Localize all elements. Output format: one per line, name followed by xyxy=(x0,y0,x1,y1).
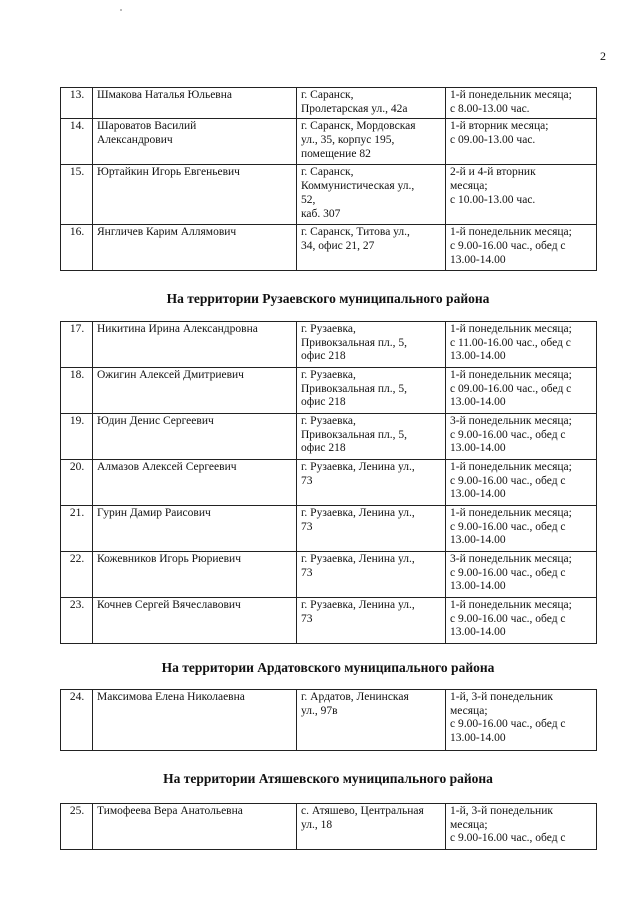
table-row xyxy=(61,414,597,460)
row-number: 25. xyxy=(61,804,93,850)
table-row xyxy=(61,804,597,850)
person-name: Тимофеева Вера Анатольевна xyxy=(93,804,297,850)
table-row xyxy=(61,225,597,271)
consultants-table-ruzaevka xyxy=(60,321,597,644)
table-row xyxy=(61,322,597,368)
row-number: 14. xyxy=(61,119,93,165)
person-name: Алмазов Алексей Сергеевич xyxy=(93,460,297,506)
row-number: 24. xyxy=(61,690,93,751)
address: г. Рузаевка, Привокзальная пл., 5, офис 218 xyxy=(297,414,446,460)
row-number: 22. xyxy=(61,552,93,598)
reception-schedule: 1-й понедельник месяца; с 9.00-16.00 час., обед с 13.00-14.00 xyxy=(446,225,597,271)
consultants-table-saransk xyxy=(60,87,597,271)
address: г. Саранск, Пролетарская ул., 42а xyxy=(297,88,446,119)
reception-schedule: 1-й понедельник месяца; с 8.00-13.00 час. xyxy=(446,88,597,119)
section-title-atyashevo: На территории Атяшевского муниципального района xyxy=(163,771,493,786)
reception-schedule: 1-й понедельник месяца; с 09.00-16.00 час., обед с 13.00-14.00 xyxy=(446,368,597,414)
address: г. Рузаевка, Привокзальная пл., 5, офис 218 xyxy=(297,322,446,368)
address: г. Рузаевка, Ленина ул., 73 xyxy=(297,598,446,644)
section-title-ardatov: На территории Ардатовского муниципального района xyxy=(161,660,495,675)
address: г. Саранск, Титова ул., 34, офис 21, 27 xyxy=(297,225,446,271)
person-name: Максимова Елена Николаевна xyxy=(93,690,297,751)
row-number: 21. xyxy=(61,506,93,552)
address: г. Рузаевка, Ленина ул., 73 xyxy=(297,460,446,506)
row-number: 23. xyxy=(61,598,93,644)
table-row xyxy=(61,506,597,552)
consultants-table-atyashevo xyxy=(60,803,597,850)
person-name: Шмакова Наталья Юльевна xyxy=(93,88,297,119)
reception-schedule: 1-й вторник месяца; с 09.00-13.00 час. xyxy=(446,119,597,165)
table-row xyxy=(61,368,597,414)
person-name: Кочнев Сергей Вячеславович xyxy=(93,598,297,644)
row-number: 17. xyxy=(61,322,93,368)
reception-schedule: 3-й понедельник месяца; с 9.00-16.00 час., обед с 13.00-14.00 xyxy=(446,552,597,598)
table-row xyxy=(61,119,597,165)
reception-schedule: 3-й понедельник месяца; с 9.00-16.00 час., обед с 13.00-14.00 xyxy=(446,414,597,460)
person-name: Юртайкин Игорь Евгеньевич xyxy=(93,165,297,225)
address: г. Рузаевка, Привокзальная пл., 5, офис 218 xyxy=(297,368,446,414)
row-number: 16. xyxy=(61,225,93,271)
row-number: 19. xyxy=(61,414,93,460)
person-name: Шароватов Василий Александрович xyxy=(93,119,297,165)
table-row xyxy=(61,552,597,598)
person-name: Ожигин Алексей Дмитриевич xyxy=(93,368,297,414)
person-name: Янгличев Карим Аллямович xyxy=(93,225,297,271)
address: г. Рузаевка, Ленина ул., 73 xyxy=(297,552,446,598)
table-row xyxy=(61,598,597,644)
row-number: 13. xyxy=(61,88,93,119)
row-number: 20. xyxy=(61,460,93,506)
person-name: Гурин Дамир Раисович xyxy=(93,506,297,552)
page-number: 2 xyxy=(600,49,606,63)
consultants-table-ardatov xyxy=(60,689,597,751)
address: г. Рузаевка, Ленина ул., 73 xyxy=(297,506,446,552)
address: г. Ардатов, Ленинская ул., 97в xyxy=(297,690,446,751)
address: с. Атяшево, Центральная ул., 18 xyxy=(297,804,446,850)
table-row xyxy=(61,165,597,225)
table-row xyxy=(61,460,597,506)
row-number: 18. xyxy=(61,368,93,414)
reception-schedule: 2-й и 4-й вторник месяца; с 10.00-13.00 час. xyxy=(446,165,597,225)
reception-schedule: 1-й, 3-й понедельник месяца; с 9.00-16.00 час., обед с 13.00-14.00 xyxy=(446,690,597,751)
row-number: 15. xyxy=(61,165,93,225)
reception-schedule: 1-й, 3-й понедельник месяца; с 9.00-16.00 час., обед с xyxy=(446,804,597,850)
reception-schedule: 1-й понедельник месяца; с 9.00-16.00 час., обед с 13.00-14.00 xyxy=(446,506,597,552)
reception-schedule: 1-й понедельник месяца; с 11.00-16.00 час., обед с 13.00-14.00 xyxy=(446,322,597,368)
table-row xyxy=(61,88,597,119)
address: г. Саранск, Мордовская ул., 35, корпус 195, помещение 82 xyxy=(297,119,446,165)
person-name: Юдин Денис Сергеевич xyxy=(93,414,297,460)
scan-speck xyxy=(120,9,122,11)
person-name: Никитина Ирина Александровна xyxy=(93,322,297,368)
reception-schedule: 1-й понедельник месяца; с 9.00-16.00 час., обед с 13.00-14.00 xyxy=(446,460,597,506)
section-title-ruzaevka: На территории Рузаевского муниципального района xyxy=(166,291,490,306)
table-row xyxy=(61,690,597,751)
reception-schedule: 1-й понедельник месяца; с 9.00-16.00 час., обед с 13.00-14.00 xyxy=(446,598,597,644)
person-name: Кожевников Игорь Рюриевич xyxy=(93,552,297,598)
address: г. Саранск, Коммунистическая ул., 52, каб. 307 xyxy=(297,165,446,225)
